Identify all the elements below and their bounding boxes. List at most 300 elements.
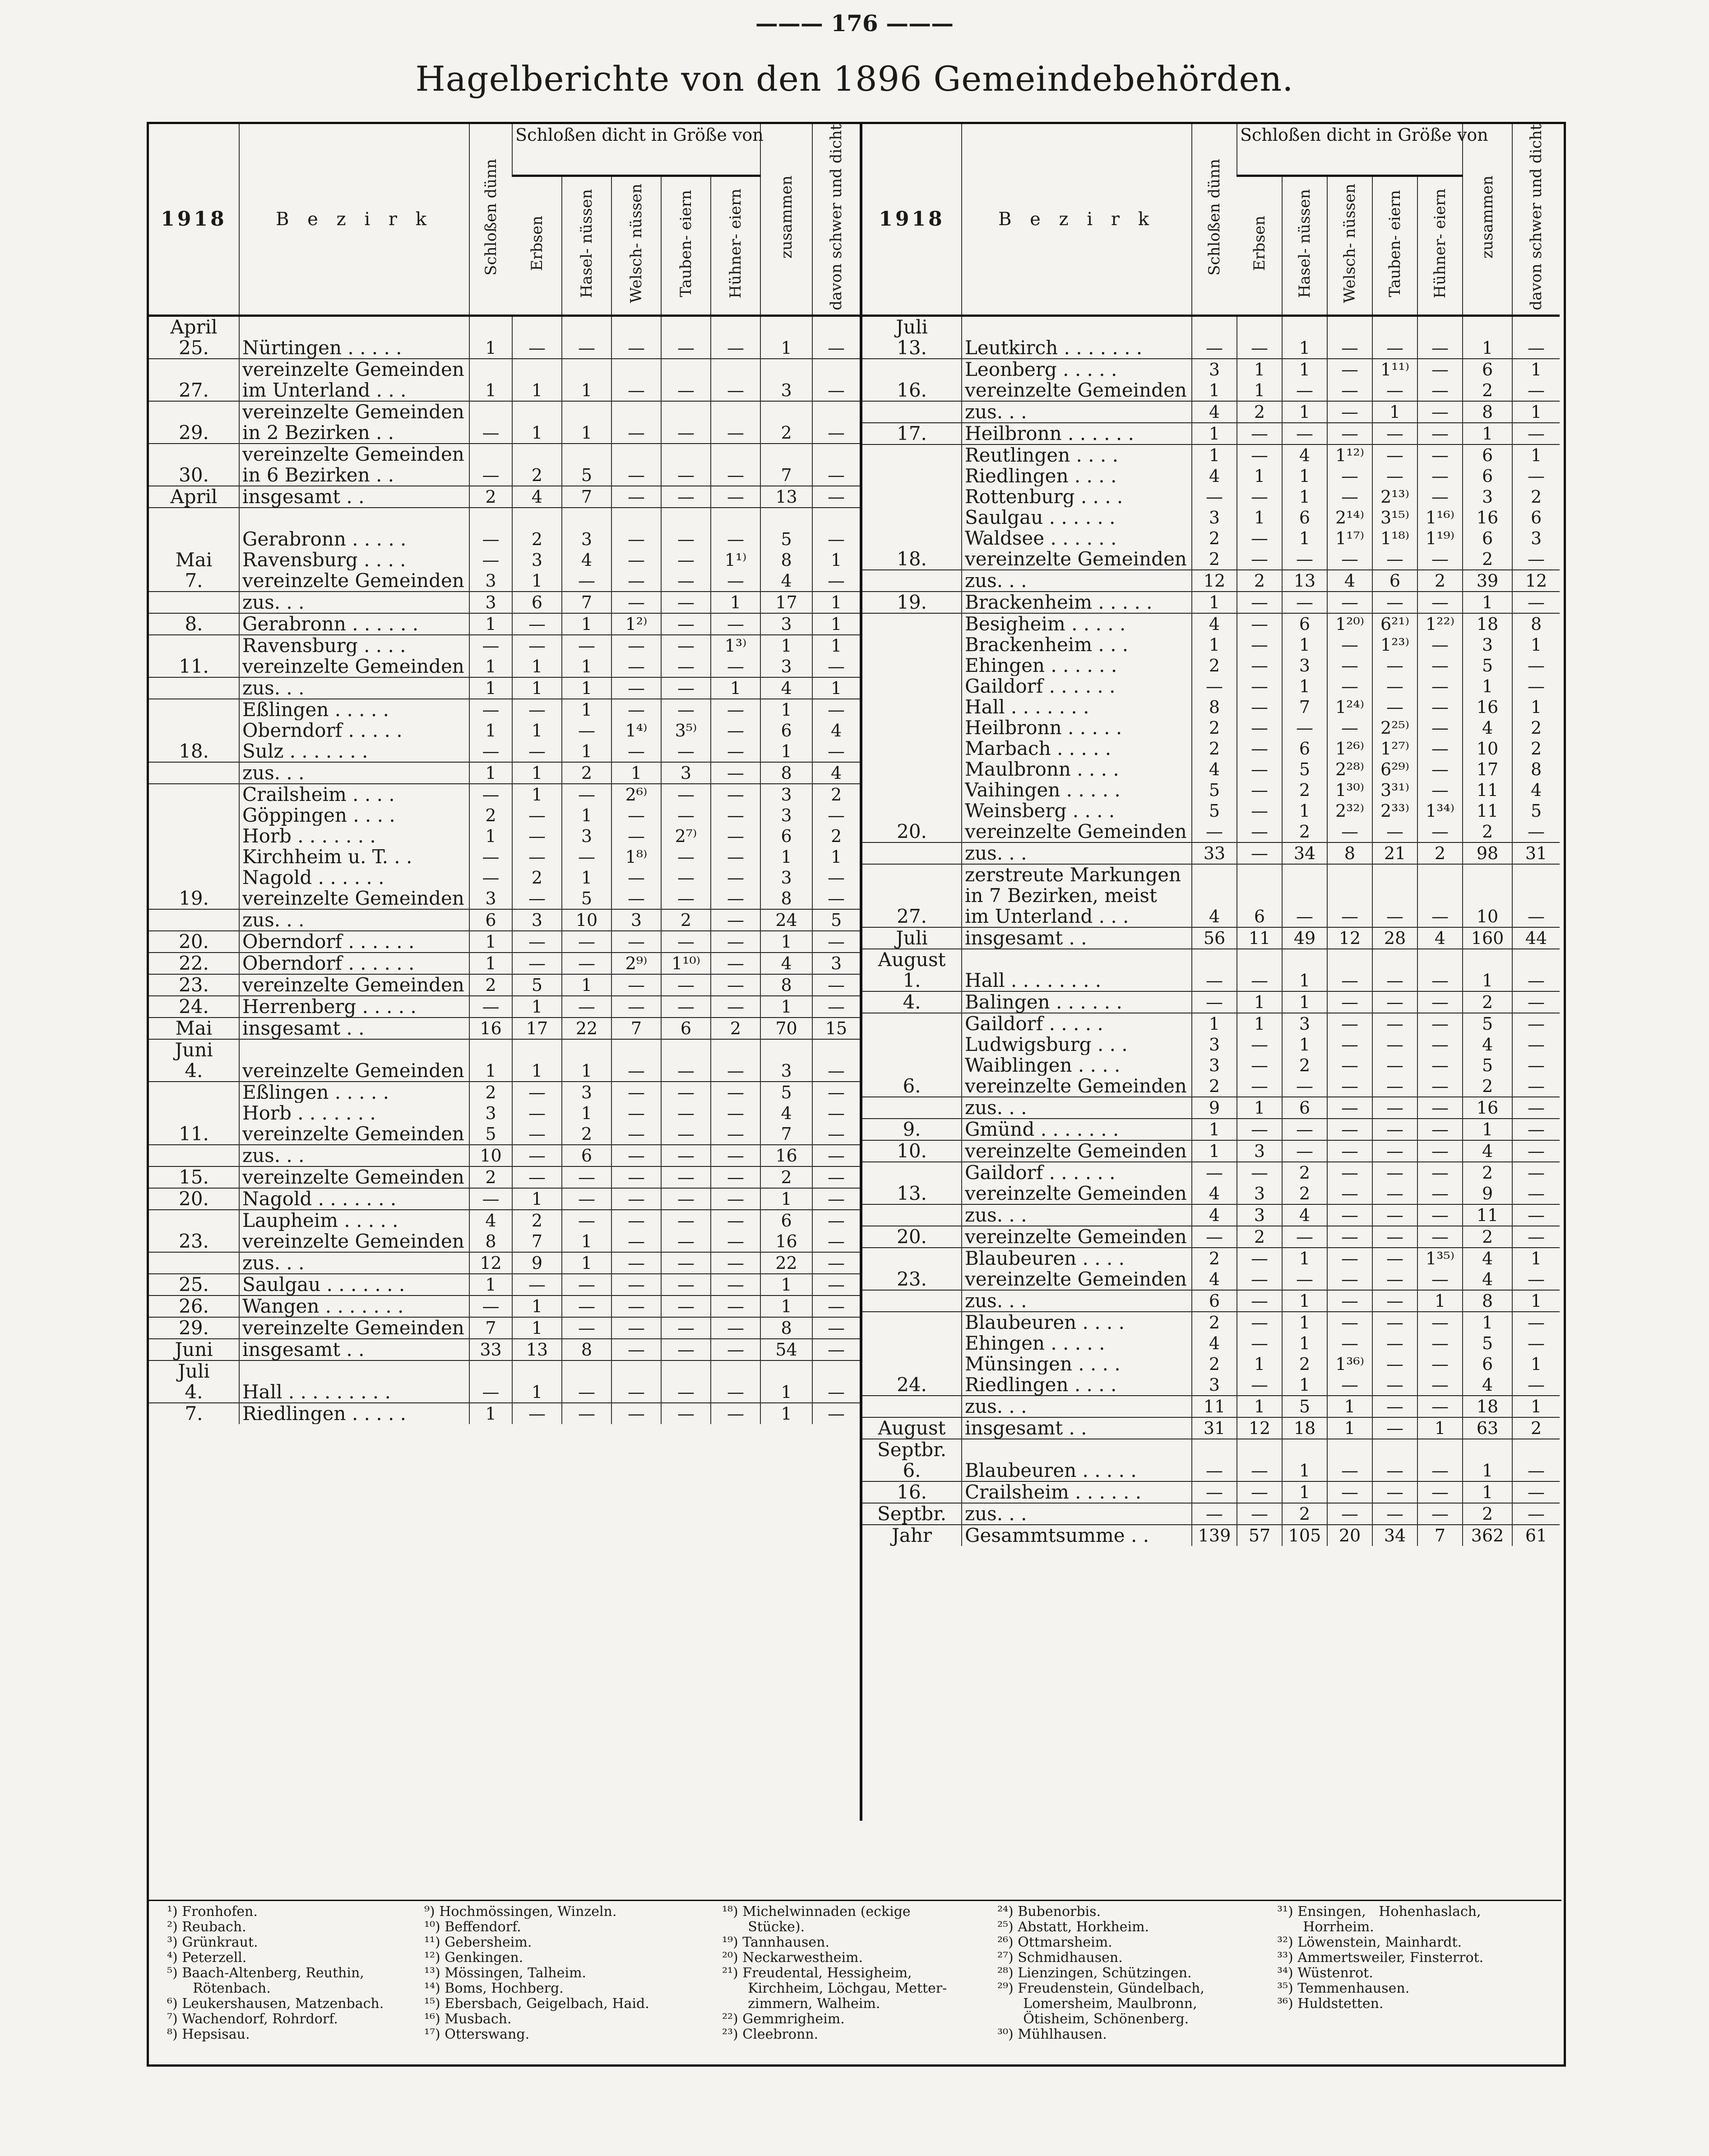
- table-row: [149, 953, 860, 974]
- table-row: [149, 1210, 860, 1252]
- table-row: [862, 1013, 1560, 1097]
- value: —: [1251, 1460, 1268, 1481]
- value-cell: [760, 1252, 812, 1274]
- value: 2: [830, 784, 842, 805]
- district-line: Gerabronn . . . . . .: [242, 613, 419, 634]
- value: 6²¹⁾: [1380, 614, 1409, 634]
- table-row: [149, 1188, 860, 1210]
- value: 1: [485, 380, 496, 400]
- district-line: insgesamt . .: [965, 927, 1087, 948]
- district-line: in 7 Bezirken, meist: [965, 885, 1157, 906]
- value: —: [1431, 338, 1449, 358]
- value: —: [1386, 1076, 1403, 1096]
- district-cell: [962, 315, 1192, 359]
- district-line: Leonberg . . . . .: [965, 359, 1117, 380]
- date-cell: [862, 991, 962, 1013]
- value: —: [1341, 970, 1358, 990]
- value-cell: [1192, 1162, 1237, 1204]
- value-cell: [512, 953, 562, 974]
- value: 4: [1209, 1333, 1220, 1353]
- value: 1: [1299, 359, 1311, 379]
- value-cell: [711, 486, 760, 508]
- table-row: [149, 1145, 860, 1166]
- value: 2: [531, 529, 543, 549]
- district-line: Waldsee . . . . . .: [965, 527, 1117, 549]
- date-line: Jahr: [891, 1524, 932, 1546]
- value: —: [1431, 738, 1449, 759]
- value: —: [828, 570, 845, 591]
- value: 3: [1254, 1141, 1265, 1161]
- value-cell: [760, 401, 812, 444]
- value-cell: [1417, 1204, 1463, 1226]
- value: 1: [1482, 423, 1493, 444]
- value: —: [1251, 1333, 1268, 1353]
- district-line: zerstreute Markungen: [965, 864, 1181, 885]
- value: 7: [581, 486, 593, 507]
- value: 1: [1530, 1248, 1542, 1268]
- date-line: 27.: [179, 379, 209, 401]
- value-cell: [469, 1018, 512, 1039]
- table-row: [862, 1503, 1560, 1525]
- value-cell: [760, 931, 812, 953]
- date-line: 7.: [185, 569, 203, 592]
- value: 1: [730, 592, 741, 612]
- value: 16: [775, 1231, 797, 1251]
- value: 1: [531, 996, 543, 1017]
- value-cell: [1512, 1525, 1560, 1546]
- value-cell: [1512, 1248, 1560, 1290]
- value-cell: [760, 444, 812, 486]
- value: —: [1341, 1269, 1358, 1289]
- value: 22: [775, 1253, 797, 1273]
- value: 17: [1476, 759, 1499, 779]
- value-cell: [1192, 1140, 1237, 1162]
- value: —: [1431, 1482, 1449, 1502]
- value-cell: [711, 1145, 760, 1166]
- value: —: [1251, 738, 1268, 759]
- district-line: Sulz . . . . . . .: [242, 740, 368, 762]
- value-cell: [1417, 1097, 1463, 1119]
- value-cell: [611, 1403, 661, 1424]
- district-cell: [962, 1396, 1192, 1417]
- value-cell: [711, 508, 760, 592]
- value: 1: [1209, 634, 1220, 655]
- value-cell: [512, 592, 562, 613]
- date-line: [865, 402, 959, 422]
- district-cell: [239, 592, 469, 613]
- value: 2: [1299, 1504, 1311, 1524]
- value: 2: [1209, 738, 1220, 759]
- value: —: [1386, 1354, 1403, 1374]
- value: 31: [1203, 1418, 1226, 1438]
- value: —: [1251, 1312, 1268, 1332]
- value-cell: [512, 635, 562, 677]
- value: —: [828, 1318, 845, 1338]
- date-cell: [862, 592, 962, 613]
- value: —: [727, 1318, 745, 1338]
- value: 1: [1482, 1460, 1493, 1481]
- value: 1: [830, 847, 842, 867]
- value: 16: [1476, 507, 1499, 527]
- value: —: [1296, 906, 1313, 926]
- value-cell: [760, 1018, 812, 1039]
- value: 1: [1254, 1354, 1265, 1374]
- footnotes-4: ²⁴) Bubenorbis. ²⁵) Abstatt, Horkheim. ²⁶) Ottmarsheim. ²⁷) Schmidhausen. ²⁸) Lienzingen, Schützingen. ²⁹) Freudenstein, Gündelbach, Lomersheim, Maulbronn, Ötisheim, Schönenberg. ³⁰) Mühlhausen.: [997, 1904, 1204, 2042]
- value: —: [727, 656, 745, 676]
- value: 1: [1299, 992, 1311, 1012]
- value: —: [1206, 1460, 1223, 1481]
- table-row: [149, 613, 860, 635]
- value: —: [1251, 1076, 1268, 1096]
- value: —: [1528, 423, 1545, 444]
- value-cell: [611, 1166, 661, 1188]
- value: —: [1251, 1034, 1268, 1055]
- district-cell: [962, 1119, 1192, 1140]
- value: —: [1341, 1291, 1358, 1311]
- value-cell: [469, 1339, 512, 1360]
- value: —: [628, 570, 645, 591]
- date-line: Septbr.: [877, 1502, 947, 1525]
- value: —: [727, 570, 745, 591]
- value-cell: [1237, 842, 1282, 864]
- value: —: [578, 570, 595, 591]
- date-cell: [149, 508, 239, 592]
- value: —: [1528, 970, 1545, 990]
- value: —: [1528, 1013, 1545, 1034]
- value-cell: [661, 1082, 711, 1145]
- header-tauben: Tauben- eiern: [661, 176, 711, 315]
- value: 1: [1482, 592, 1493, 612]
- value-cell: [611, 486, 661, 508]
- value-cell: [562, 699, 611, 762]
- value-cell: [562, 1274, 611, 1295]
- value: 1: [1299, 800, 1311, 821]
- value: —: [1251, 1162, 1268, 1183]
- value: —: [578, 996, 595, 1017]
- value-cell: [469, 444, 512, 486]
- value-cell: [711, 784, 760, 909]
- value: —: [1206, 1162, 1223, 1183]
- date-cell: [862, 1417, 962, 1439]
- value-cell: [760, 909, 812, 931]
- district-cell: [239, 1317, 469, 1339]
- district-line: Riedlingen . . . .: [965, 1374, 1117, 1395]
- value: 5: [1209, 800, 1220, 821]
- value: 4: [1209, 466, 1220, 486]
- value: —: [528, 741, 546, 761]
- value: —: [828, 867, 845, 888]
- value-cell: [1282, 1119, 1327, 1140]
- value: 1: [1434, 1418, 1446, 1438]
- value: —: [1431, 1333, 1449, 1353]
- value-cell: [611, 613, 661, 635]
- date-line: Mai: [175, 1017, 213, 1039]
- value: —: [1431, 1183, 1449, 1203]
- value: —: [1528, 466, 1545, 486]
- district-line: vereinzelte Gemeinden: [242, 656, 464, 677]
- value-cell: [1372, 1503, 1417, 1525]
- district-cell: [239, 401, 469, 444]
- value: 2: [1530, 738, 1542, 759]
- value: —: [727, 826, 745, 846]
- value: —: [828, 1382, 845, 1402]
- value: —: [1431, 1269, 1449, 1289]
- value: 8: [1482, 402, 1493, 422]
- value: —: [1386, 1396, 1403, 1416]
- value-cell: [1417, 1119, 1463, 1140]
- value-cell: [812, 1339, 860, 1360]
- value: 11: [1203, 1396, 1226, 1416]
- value: —: [677, 1210, 695, 1231]
- value-cell: [711, 444, 760, 486]
- district-line: vereinzelte Gemeinden: [242, 1317, 464, 1338]
- date-cell: [149, 931, 239, 953]
- date-line: 8.: [185, 612, 203, 635]
- header-heavy: davon schwer und dicht: [1512, 124, 1560, 315]
- value: —: [1386, 1141, 1403, 1161]
- value: 1: [1209, 1013, 1220, 1034]
- value: —: [528, 1082, 546, 1102]
- value-cell: [1372, 1525, 1417, 1546]
- value: —: [1341, 1013, 1358, 1034]
- value: 1: [1530, 1396, 1542, 1416]
- value: 1: [1299, 676, 1311, 696]
- value-cell: [1327, 1525, 1372, 1546]
- date-line: 19.: [179, 887, 209, 909]
- value: —: [677, 741, 695, 761]
- value-cell: [562, 931, 611, 953]
- table-row: [862, 1162, 1560, 1204]
- value-cell: [1192, 927, 1237, 949]
- date-cell: [149, 1188, 239, 1210]
- district-line: insgesamt . .: [965, 1417, 1087, 1439]
- value: —: [1431, 1460, 1449, 1481]
- header-huehner: Hühner- eiern: [1417, 176, 1463, 315]
- value-cell: [661, 1403, 711, 1424]
- table-row: [149, 401, 860, 444]
- value-cell: [812, 1082, 860, 1145]
- value-cell: [611, 996, 661, 1018]
- value: 1: [1299, 1374, 1311, 1395]
- value: —: [578, 847, 595, 867]
- value: 2: [1482, 821, 1493, 842]
- district-line: Ehingen . . . . . .: [965, 655, 1117, 676]
- value-cell: [661, 996, 711, 1018]
- value: 1: [1530, 445, 1542, 465]
- value: 12: [1203, 570, 1226, 591]
- value-cell: [562, 974, 611, 996]
- value: 2: [1530, 486, 1542, 507]
- date-cell: [149, 974, 239, 996]
- table-row: [862, 927, 1560, 949]
- table-row: [149, 1274, 860, 1295]
- value-cell: [1512, 570, 1560, 592]
- value: 2: [730, 1018, 741, 1038]
- table-row: [862, 315, 1560, 359]
- value-cell: [1372, 1226, 1417, 1248]
- value-cell: [1237, 864, 1282, 927]
- value: 3: [531, 550, 543, 570]
- district-line: zus. . .: [965, 1204, 1027, 1226]
- value: 7: [531, 1231, 543, 1251]
- header-heavy: davon schwer und dicht: [812, 124, 860, 315]
- district-line: Leutkirch . . . . . . .: [965, 337, 1143, 358]
- value-cell: [1372, 444, 1417, 570]
- value-cell: [760, 996, 812, 1018]
- value: 8: [1530, 759, 1542, 779]
- value: 7: [630, 1018, 642, 1038]
- value: —: [677, 678, 695, 698]
- district-cell: [239, 1403, 469, 1424]
- footnote-rule: [149, 1900, 1561, 1901]
- value: 1: [531, 678, 543, 698]
- value-cell: [1282, 1162, 1327, 1204]
- value: —: [677, 1082, 695, 1102]
- value-cell: [812, 1210, 860, 1252]
- value: —: [1528, 1119, 1545, 1139]
- value-cell: [1192, 1097, 1237, 1119]
- value: —: [677, 1253, 695, 1273]
- value: —: [1341, 676, 1358, 696]
- value-cell: [562, 1210, 611, 1252]
- table-row: [149, 1317, 860, 1339]
- value: —: [578, 1167, 595, 1187]
- value-cell: [1512, 1503, 1560, 1525]
- date-line: Juli: [896, 926, 928, 949]
- district-line: [965, 317, 1189, 338]
- value: —: [528, 699, 546, 720]
- value: 1: [781, 1189, 792, 1209]
- value: —: [727, 953, 745, 973]
- value: —: [528, 338, 546, 358]
- value-cell: [711, 1188, 760, 1210]
- table-row: [149, 315, 860, 359]
- value: 39: [1476, 570, 1499, 591]
- value: 2: [1482, 1162, 1493, 1183]
- value-cell: [711, 401, 760, 444]
- value: 2: [1254, 570, 1265, 591]
- value: 3⁵⁾: [675, 720, 697, 740]
- value: 49: [1293, 928, 1316, 948]
- value-cell: [760, 699, 812, 762]
- value-cell: [760, 1274, 812, 1295]
- table-row: [862, 592, 1560, 613]
- value: 1: [1530, 1354, 1542, 1374]
- value: —: [828, 1403, 845, 1424]
- date-line: Septbr.: [877, 1438, 947, 1461]
- value-cell: [1417, 1140, 1463, 1162]
- hail-table-left: [149, 124, 860, 1424]
- date-cell: [149, 1339, 239, 1360]
- value: 2: [1209, 528, 1220, 548]
- value-cell: [1237, 1290, 1282, 1312]
- value-cell: [812, 1018, 860, 1039]
- header-thin: Schloßen dünn: [469, 124, 512, 315]
- value: —: [1528, 1076, 1545, 1096]
- value: —: [482, 635, 500, 656]
- value-cell: [1463, 1396, 1512, 1417]
- value-cell: [812, 996, 860, 1018]
- value: —: [1431, 1055, 1449, 1075]
- value: 2: [1482, 1226, 1493, 1247]
- value: 70: [775, 1018, 797, 1038]
- district-line: Marbach . . . . .: [965, 738, 1112, 759]
- value-cell: [1282, 991, 1327, 1013]
- date-line: 17.: [897, 422, 927, 444]
- value: —: [1296, 423, 1313, 444]
- value-cell: [1372, 592, 1417, 613]
- value: 1: [1299, 1291, 1311, 1311]
- district-line: vereinzelte Gemeinden: [965, 1183, 1187, 1204]
- value-cell: [812, 444, 860, 486]
- value-cell: [1463, 401, 1512, 423]
- value: 2²⁸⁾: [1335, 759, 1364, 779]
- value: 1: [531, 784, 543, 805]
- value: —: [1251, 549, 1268, 569]
- district-cell: [239, 486, 469, 508]
- district-line: insgesamt . .: [242, 1018, 365, 1039]
- date-cell: [862, 1396, 962, 1417]
- left-table-body: [149, 315, 860, 1424]
- value: 1: [1482, 970, 1493, 990]
- value-cell: [1327, 359, 1372, 401]
- value: 1²⁰⁾: [1335, 614, 1364, 634]
- value: —: [628, 888, 645, 908]
- value: 1: [1299, 486, 1311, 507]
- value-cell: [1237, 423, 1282, 444]
- value: 12: [1248, 1418, 1271, 1438]
- value-cell: [469, 931, 512, 953]
- value-cell: [1327, 1119, 1372, 1140]
- value-cell: [512, 1082, 562, 1145]
- value: 2: [1482, 380, 1493, 400]
- value: —: [1251, 800, 1268, 821]
- value: —: [1386, 1374, 1403, 1395]
- value-cell: [1372, 570, 1417, 592]
- value-cell: [1282, 1417, 1327, 1439]
- value-cell: [1192, 613, 1237, 842]
- value: 2: [485, 486, 496, 507]
- date-line: 22.: [179, 952, 209, 974]
- value: 4: [485, 1210, 496, 1231]
- value: 3: [1209, 1034, 1220, 1055]
- value-cell: [812, 508, 860, 592]
- date-line: 29.: [179, 1316, 209, 1339]
- value-cell: [1417, 1439, 1463, 1481]
- value-cell: [1512, 592, 1560, 613]
- value-cell: [711, 974, 760, 996]
- value: —: [1251, 697, 1268, 717]
- value: —: [1386, 906, 1403, 926]
- date-line: [152, 678, 236, 699]
- district-line: in 2 Bezirken . .: [242, 422, 394, 443]
- district-line: Blaubeuren . . . .: [965, 1312, 1125, 1333]
- value: —: [1341, 1097, 1358, 1118]
- value: 2: [1434, 843, 1446, 863]
- value-cell: [562, 1018, 611, 1039]
- value-cell: [1237, 991, 1282, 1013]
- district-cell: [239, 996, 469, 1018]
- value-cell: [661, 1039, 711, 1082]
- value-cell: [1417, 592, 1463, 613]
- value: —: [1251, 614, 1268, 634]
- value-cell: [469, 1252, 512, 1274]
- value: 3: [581, 826, 593, 846]
- value: 11: [1476, 800, 1499, 821]
- value: 2: [1434, 570, 1446, 591]
- value-cell: [1463, 864, 1512, 927]
- date-line: [152, 763, 236, 783]
